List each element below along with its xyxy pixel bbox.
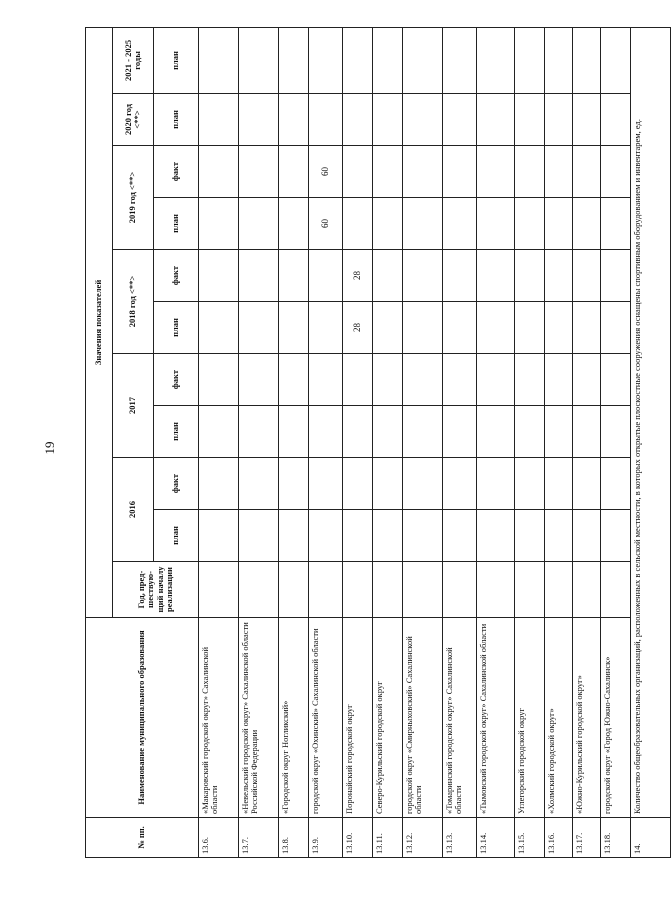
municipality-name: городской округ «Город Южно-Сахалинск» bbox=[601, 618, 631, 818]
indicator-value-cell bbox=[403, 406, 443, 458]
indicator-value-cell bbox=[403, 458, 443, 510]
header-fact: факт bbox=[154, 458, 199, 510]
header-plan: план bbox=[154, 510, 199, 562]
indicator-value-cell bbox=[279, 146, 309, 198]
row-number: 13.11. bbox=[373, 818, 403, 858]
header-fact: факт bbox=[154, 354, 199, 406]
indicator-value-cell: 60 bbox=[309, 146, 343, 198]
header-num: № пп. bbox=[86, 818, 199, 858]
municipality-name: «Макаровский городской округ» Сахалинской области bbox=[199, 618, 239, 818]
indicator-value-cell bbox=[545, 146, 573, 198]
indicator-value-cell bbox=[239, 510, 279, 562]
indicator-value-cell bbox=[309, 562, 343, 618]
indicator-value-cell bbox=[279, 562, 309, 618]
row-number: 14. bbox=[631, 818, 671, 858]
indicator-value-cell bbox=[515, 406, 545, 458]
row-number: 13.12. bbox=[403, 818, 443, 858]
indicator-value-cell bbox=[515, 94, 545, 146]
indicator-value-cell bbox=[601, 510, 631, 562]
indicator-value-cell bbox=[343, 354, 373, 406]
indicator-value-cell bbox=[515, 562, 545, 618]
municipality-name: Северо-Курильский городской округ bbox=[373, 618, 403, 818]
indicator-value-cell bbox=[573, 562, 601, 618]
indicator-value-cell bbox=[515, 302, 545, 354]
table-row bbox=[403, 27, 443, 857]
indicator-value-cell bbox=[573, 94, 601, 146]
indicator-value-cell bbox=[443, 94, 477, 146]
indicator-value-cell: 60 bbox=[309, 198, 343, 250]
row-number: 13.6. bbox=[199, 818, 239, 858]
indicator-value-cell bbox=[545, 250, 573, 302]
indicator-value-cell bbox=[239, 354, 279, 406]
indicator-value-cell bbox=[443, 198, 477, 250]
indicator-value-cell bbox=[239, 250, 279, 302]
indicator-value-cell bbox=[403, 510, 443, 562]
header-plan: план bbox=[154, 198, 199, 250]
header-plan: план bbox=[154, 94, 199, 146]
indicator-value-cell bbox=[199, 302, 239, 354]
indicator-value-cell bbox=[279, 458, 309, 510]
indicator-value-cell bbox=[601, 198, 631, 250]
indicator-value-cell bbox=[343, 27, 373, 93]
indicator-value-cell bbox=[403, 250, 443, 302]
indicators-table bbox=[85, 27, 671, 858]
indicator-value-cell bbox=[199, 510, 239, 562]
indicator-value-cell bbox=[279, 198, 309, 250]
header-year-2018: 2018 год <**> bbox=[113, 250, 154, 354]
indicator-value-cell bbox=[343, 94, 373, 146]
indicator-value-cell bbox=[373, 27, 403, 93]
table-body bbox=[199, 27, 671, 857]
indicator-value-cell bbox=[573, 302, 601, 354]
indicator-value-cell bbox=[239, 302, 279, 354]
header-values-group: Значения показателей bbox=[86, 27, 113, 617]
indicator-value-cell bbox=[343, 406, 373, 458]
indicator-value-cell bbox=[279, 250, 309, 302]
indicator-value-cell bbox=[573, 198, 601, 250]
indicator-value-cell bbox=[343, 510, 373, 562]
table-row bbox=[199, 27, 239, 857]
row-number: 13.13. bbox=[443, 818, 477, 858]
row-number: 13.17. bbox=[573, 818, 601, 858]
row-number: 13.9. bbox=[309, 818, 343, 858]
indicator-value-cell bbox=[343, 198, 373, 250]
indicator-value-cell bbox=[477, 27, 515, 93]
header-fact: факт bbox=[154, 146, 199, 198]
municipality-name: «Городской округ Ногликский» bbox=[279, 618, 309, 818]
indicator-value-cell bbox=[601, 94, 631, 146]
indicator-value-cell bbox=[373, 406, 403, 458]
indicator-value-cell bbox=[343, 458, 373, 510]
municipality-name: «Томаринский городской округ» Сахалинской области bbox=[443, 618, 477, 818]
header-plan: план bbox=[154, 406, 199, 458]
indicator-value-cell bbox=[373, 302, 403, 354]
indicator-value-cell bbox=[199, 562, 239, 618]
indicator-value-cell bbox=[199, 250, 239, 302]
table-row bbox=[309, 27, 343, 857]
indicator-value-cell bbox=[477, 250, 515, 302]
indicator-value-cell bbox=[309, 94, 343, 146]
table-row bbox=[573, 27, 601, 857]
indicator-value-cell bbox=[373, 146, 403, 198]
indicator-value-cell bbox=[279, 27, 309, 93]
indicator-value-cell bbox=[573, 458, 601, 510]
indicator-value-cell bbox=[403, 354, 443, 406]
table-row bbox=[373, 27, 403, 857]
indicator-value-cell bbox=[443, 250, 477, 302]
indicator-value-cell bbox=[477, 302, 515, 354]
table-row bbox=[515, 27, 545, 857]
header-year-2017: 2017 bbox=[113, 354, 154, 458]
header-plan: план bbox=[154, 27, 199, 93]
indicator-value-cell bbox=[343, 562, 373, 618]
indicator-value-cell bbox=[477, 406, 515, 458]
indicator-value-cell bbox=[545, 302, 573, 354]
indicator-value-cell bbox=[545, 458, 573, 510]
indicator-value-cell bbox=[477, 562, 515, 618]
table-row bbox=[443, 27, 477, 857]
indicator-description: Количество общеобразовательных организаций, расположенных в сельской местности, в которых открытые плоскостные сооружения оснащены спортивным оборудованием и инвентарем, ед. bbox=[631, 27, 671, 817]
indicator-value-cell bbox=[403, 562, 443, 618]
indicator-value-cell bbox=[373, 94, 403, 146]
municipality-name: Поронайский городской округ bbox=[343, 618, 373, 818]
indicator-value-cell bbox=[545, 406, 573, 458]
indicator-value-cell bbox=[601, 146, 631, 198]
indicator-value-cell bbox=[545, 562, 573, 618]
indicator-value-cell bbox=[477, 510, 515, 562]
indicator-value-cell bbox=[279, 406, 309, 458]
indicator-value-cell bbox=[443, 510, 477, 562]
table-row bbox=[343, 27, 373, 857]
indicator-value-cell bbox=[239, 562, 279, 618]
indicator-value-cell bbox=[477, 146, 515, 198]
header-year-2019: 2019 год <**> bbox=[113, 146, 154, 250]
indicator-value-cell bbox=[343, 146, 373, 198]
indicator-value-cell bbox=[403, 198, 443, 250]
table-row bbox=[545, 27, 573, 857]
page-number: 19 bbox=[42, 441, 57, 455]
indicator-value-cell bbox=[199, 94, 239, 146]
indicator-value-cell bbox=[515, 198, 545, 250]
indicator-value-cell bbox=[573, 250, 601, 302]
indicator-value-cell bbox=[199, 27, 239, 93]
indicator-value-cell bbox=[279, 354, 309, 406]
indicator-value-cell bbox=[199, 354, 239, 406]
indicator-value-cell bbox=[373, 562, 403, 618]
municipality-name: «Тымовский городской округ» Сахалинской области bbox=[477, 618, 515, 818]
indicator-value-cell: 28 bbox=[343, 250, 373, 302]
row-number: 13.16. bbox=[545, 818, 573, 858]
indicator-value-cell bbox=[279, 302, 309, 354]
indicator-value-cell bbox=[239, 146, 279, 198]
header-name: Наименование муниципального образования bbox=[86, 618, 199, 818]
indicator-value-cell bbox=[279, 94, 309, 146]
row-number: 13.7. bbox=[239, 818, 279, 858]
indicator-value-cell bbox=[309, 354, 343, 406]
indicator-value-cell bbox=[515, 354, 545, 406]
indicator-value-cell bbox=[239, 406, 279, 458]
row-number: 13.10. bbox=[343, 818, 373, 858]
municipality-name: городской округ «Смирныховский» Сахалинской области bbox=[403, 618, 443, 818]
indicator-value-cell bbox=[601, 250, 631, 302]
indicator-value-cell bbox=[601, 406, 631, 458]
indicator-value-cell bbox=[443, 302, 477, 354]
indicator-value-cell bbox=[309, 302, 343, 354]
indicator-value-cell bbox=[601, 458, 631, 510]
indicator-value-cell bbox=[443, 406, 477, 458]
indicator-value-cell bbox=[373, 354, 403, 406]
indicator-value-cell bbox=[477, 458, 515, 510]
row-number: 13.14. bbox=[477, 818, 515, 858]
indicator-value-cell bbox=[477, 354, 515, 406]
indicator-value-cell bbox=[309, 27, 343, 93]
table-row bbox=[601, 27, 631, 857]
indicator-value-cell bbox=[443, 354, 477, 406]
indicator-value-cell bbox=[309, 250, 343, 302]
indicator-value-cell bbox=[545, 510, 573, 562]
table-row bbox=[279, 27, 309, 857]
indicator-value-cell: 28 bbox=[343, 302, 373, 354]
indicator-value-cell bbox=[443, 458, 477, 510]
municipality-name: Углегорский городской округ bbox=[515, 618, 545, 818]
indicator-value-cell bbox=[601, 27, 631, 93]
indicator-value-cell bbox=[239, 458, 279, 510]
indicator-value-cell bbox=[573, 510, 601, 562]
indicator-value-cell bbox=[309, 406, 343, 458]
header-year-2020: 2020 год <**> bbox=[113, 94, 154, 146]
row-number: 13.15. bbox=[515, 818, 545, 858]
indicator-value-cell bbox=[373, 250, 403, 302]
indicator-value-cell bbox=[515, 458, 545, 510]
municipality-name: «Холмский городской округ» bbox=[545, 618, 573, 818]
table-row-final bbox=[631, 27, 671, 857]
header-year-2016: 2016 bbox=[113, 458, 154, 562]
indicator-value-cell bbox=[403, 27, 443, 93]
indicator-value-cell bbox=[601, 302, 631, 354]
indicator-value-cell bbox=[601, 562, 631, 618]
header-year-2021-2025: 2021 - 2025 годы bbox=[113, 27, 154, 93]
header-fact: факт bbox=[154, 250, 199, 302]
indicator-value-cell bbox=[403, 146, 443, 198]
indicator-value-cell bbox=[199, 458, 239, 510]
indicator-value-cell bbox=[279, 510, 309, 562]
indicator-value-cell bbox=[573, 27, 601, 93]
indicator-value-cell bbox=[573, 354, 601, 406]
indicator-value-cell bbox=[199, 198, 239, 250]
indicator-value-cell bbox=[477, 198, 515, 250]
indicator-value-cell bbox=[309, 510, 343, 562]
indicator-value-cell bbox=[443, 562, 477, 618]
indicator-value-cell bbox=[573, 146, 601, 198]
table-row bbox=[477, 27, 515, 857]
indicator-value-cell bbox=[403, 94, 443, 146]
indicator-value-cell bbox=[443, 27, 477, 93]
indicator-value-cell bbox=[309, 458, 343, 510]
rotated-table-container bbox=[85, 28, 642, 858]
table-row bbox=[239, 27, 279, 857]
indicator-value-cell bbox=[443, 146, 477, 198]
indicator-value-cell bbox=[515, 27, 545, 93]
indicator-value-cell bbox=[515, 146, 545, 198]
municipality-name: «Южно-Курильский городской округ» bbox=[573, 618, 601, 818]
indicator-value-cell bbox=[545, 94, 573, 146]
indicator-value-cell bbox=[373, 510, 403, 562]
indicator-value-cell bbox=[515, 250, 545, 302]
indicator-value-cell bbox=[199, 406, 239, 458]
header-plan: план bbox=[154, 302, 199, 354]
indicator-value-cell bbox=[601, 354, 631, 406]
indicator-value-cell bbox=[573, 406, 601, 458]
header-base-year: Год, пред-шествую-щий началу реализации bbox=[113, 562, 199, 618]
indicator-value-cell bbox=[373, 198, 403, 250]
indicator-value-cell bbox=[199, 146, 239, 198]
municipality-name: «Невельский городской округ» Сахалинской области Российской Федерации bbox=[239, 618, 279, 818]
municipality-name: городской округ «Охинский» Сахалинской области bbox=[309, 618, 343, 818]
indicator-value-cell bbox=[515, 510, 545, 562]
row-number: 13.18. bbox=[601, 818, 631, 858]
indicator-value-cell bbox=[403, 302, 443, 354]
indicator-value-cell bbox=[373, 458, 403, 510]
indicator-value-cell bbox=[239, 27, 279, 93]
indicator-value-cell bbox=[545, 198, 573, 250]
indicator-value-cell bbox=[545, 27, 573, 93]
indicator-value-cell bbox=[239, 94, 279, 146]
indicator-value-cell bbox=[239, 198, 279, 250]
indicator-value-cell bbox=[477, 94, 515, 146]
indicator-value-cell bbox=[545, 354, 573, 406]
row-number: 13.8. bbox=[279, 818, 309, 858]
